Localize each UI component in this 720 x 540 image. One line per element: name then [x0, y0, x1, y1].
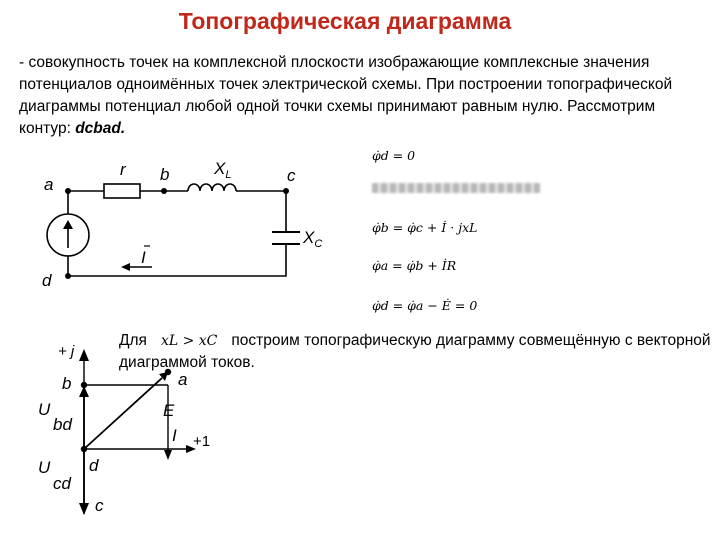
intro-text: - совокупность точек на комплексной плоскости изображающие комплексные значения потенциалов одноимённых точек электрической схемы. При построении топографической диаграммы потенциал любой одной точки схемы принимают равным нулю. Рассмотрим контур: — [19, 54, 673, 137]
label-node-c: c — [287, 166, 296, 185]
inductor-symbol — [188, 184, 236, 191]
resistor-symbol — [104, 184, 140, 198]
equation-phi-d-zero: φ̇d = 0 — [372, 148, 416, 163]
label-voltage-cd: Ucd — [38, 458, 71, 493]
label-resistor: r — [120, 160, 126, 179]
point-dot-b — [81, 382, 87, 388]
wire-right-lower — [68, 244, 286, 276]
blurred-equation — [372, 183, 540, 193]
note-after: построим топографическую диаграмму совмещённую с векторной диаграммой токов. — [119, 332, 711, 371]
node-dot-a — [65, 188, 71, 194]
label-voltage-bd: Ubd — [38, 400, 72, 434]
label-node-d: d — [42, 271, 52, 290]
note-paragraph — [119, 330, 714, 374]
equation-phi-a: φ̇a = φ̇b + İR — [372, 258, 457, 273]
label-current-vector: I — [172, 426, 177, 445]
node-dot-c — [283, 188, 289, 194]
note-condition: xL > xC — [160, 333, 218, 349]
label-axis-real: +1 — [193, 433, 211, 450]
label-point-a: a — [178, 370, 188, 389]
label-capacitor: $X_C$ — [303, 228, 323, 250]
equation-phi-d-check: φ̇d = φ̇a − Ė = 0 — [372, 298, 478, 313]
label-current: I — [141, 248, 146, 267]
note-before: Для — [119, 332, 147, 349]
label-point-b: b — [62, 374, 72, 393]
equation-phi-b: φ̇b = φ̇c + İ · jxL — [372, 220, 478, 235]
label-point-c: c — [95, 496, 104, 515]
slide-title: Топографическая диаграмма — [178, 8, 512, 34]
node-dot-d — [65, 273, 71, 279]
wire-top-right — [236, 191, 286, 232]
node-dot-b — [161, 188, 167, 194]
label-axis-imag: + j — [58, 343, 75, 360]
label-point-d: d — [89, 456, 99, 475]
point-dot-d — [81, 446, 87, 452]
label-node-b: b — [160, 165, 170, 184]
label-node-a: a — [44, 175, 54, 194]
label-emf: E — [163, 401, 175, 420]
circuit-nodes — [65, 188, 289, 279]
vector-emf — [84, 378, 162, 449]
contour-name: dcbad. — [75, 120, 126, 137]
circuit-schematic — [47, 184, 300, 276]
label-inductor: $X_L$ — [214, 159, 232, 181]
